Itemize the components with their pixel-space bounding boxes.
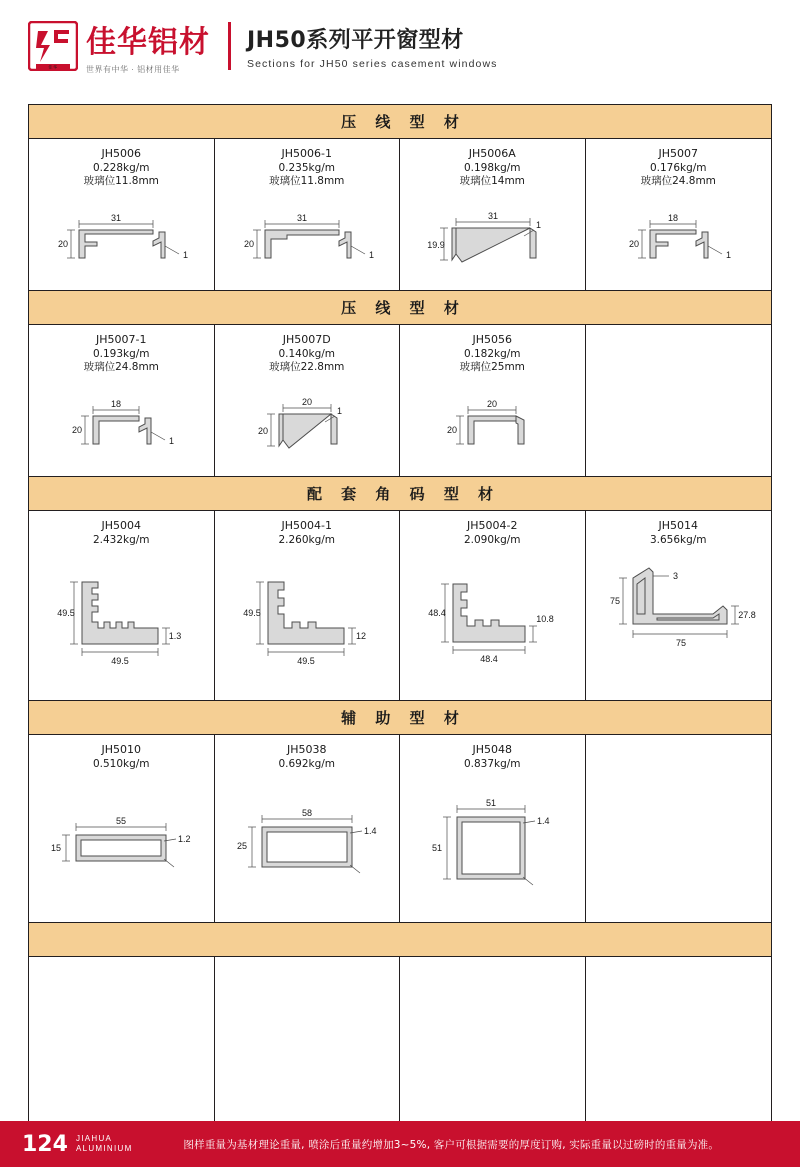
profile-cell-empty: [586, 735, 772, 922]
profile-glass: 玻璃位25mm: [459, 361, 525, 374]
profile-glass: 玻璃位24.8mm: [83, 361, 159, 374]
profile-code: JH5006: [101, 147, 141, 160]
svg-text:1: 1: [368, 249, 374, 260]
profile-figure: [219, 189, 396, 284]
svg-text:20: 20: [301, 396, 312, 407]
profile-cell-jh5006-1[interactable]: [215, 139, 401, 290]
profile-code: JH5004: [101, 519, 141, 532]
profile-weight: 0.193kg/m: [92, 347, 150, 360]
profile-figure: [590, 547, 768, 694]
svg-text:18: 18: [111, 398, 122, 409]
svg-text:20: 20: [72, 424, 83, 435]
profile-figure: [33, 375, 210, 470]
section-band-2: [29, 477, 771, 511]
profile-weight: 3.656kg/m: [649, 533, 707, 546]
profile-cell-jh5038[interactable]: [215, 735, 401, 922]
svg-text:25: 25: [236, 840, 247, 851]
svg-text:18: 18: [668, 212, 679, 223]
profile-glass: 玻璃位14mm: [459, 175, 525, 188]
footer-note: 图样重量为基材理论重量, 喷涂后重量约增加3~5%, 客户可根据需要的厚度订购, 实际重量以过磅时的重量为准。: [183, 1138, 720, 1151]
section-band-0: [29, 105, 771, 139]
profile-weight: 0.510kg/m: [92, 757, 150, 770]
svg-text:1: 1: [536, 219, 542, 230]
profile-figure: [404, 189, 581, 284]
svg-text:1.4: 1.4: [537, 815, 550, 826]
section-title: 压 线 型 材: [341, 299, 466, 317]
profile-cell-jh5006a[interactable]: [400, 139, 586, 290]
footer-brand-name: JIAHUA: [75, 1134, 113, 1143]
table-row: [29, 735, 771, 923]
profile-code: JH5014: [658, 519, 698, 532]
svg-text:20: 20: [257, 425, 268, 436]
section-band-3: [29, 701, 771, 735]
profile-figure: [404, 771, 581, 916]
profile-code: JH5007: [658, 147, 698, 160]
profile-weight: 0.692kg/m: [278, 757, 336, 770]
svg-text:20: 20: [58, 238, 69, 249]
svg-text:1: 1: [726, 249, 732, 260]
profile-figure: [590, 189, 768, 284]
svg-text:1.3: 1.3: [168, 630, 182, 641]
section-band-1: [29, 291, 771, 325]
profile-glass: 玻璃位22.8mm: [269, 361, 345, 374]
brand-logo: [28, 17, 210, 75]
profile-cell-empty: [586, 325, 772, 476]
svg-text:1: 1: [169, 435, 175, 446]
svg-text:49.5: 49.5: [111, 655, 130, 666]
jiahua-logo-icon: [28, 21, 78, 71]
page-subtitle: Sections for JH50 series casement windows: [247, 57, 498, 70]
svg-text:20: 20: [447, 424, 458, 435]
svg-text:75: 75: [610, 595, 621, 606]
profile-cell-jh5004-2[interactable]: [400, 511, 586, 700]
profile-figure: [404, 375, 581, 470]
profile-weight: 0.837kg/m: [463, 757, 521, 770]
profile-cell-jh5007-1[interactable]: [29, 325, 215, 476]
profile-glass: 玻璃位11.8mm: [83, 175, 159, 188]
svg-text:48.4: 48.4: [428, 607, 447, 618]
section-band-empty: [29, 923, 771, 957]
profile-cell-jh5048[interactable]: [400, 735, 586, 922]
svg-text:27.8: 27.8: [738, 609, 757, 620]
profile-glass: 玻璃位24.8mm: [640, 175, 716, 188]
svg-text:10.8: 10.8: [536, 613, 555, 624]
profile-weight: 0.182kg/m: [463, 347, 521, 360]
svg-text:31: 31: [296, 212, 307, 223]
profile-cell-jh5007[interactable]: [586, 139, 772, 290]
profile-figure: [404, 547, 581, 694]
profile-code: JH5006-1: [281, 147, 332, 160]
brand-tagline: 世界有中华 · 铝材用佳华: [86, 65, 180, 74]
profile-weight: 2.432kg/m: [92, 533, 150, 546]
profile-code: JH5038: [286, 743, 327, 756]
svg-text:51: 51: [432, 842, 443, 853]
page-footer: [0, 1121, 800, 1167]
profile-cell-jh5056[interactable]: [400, 325, 586, 476]
svg-text:20: 20: [243, 238, 254, 249]
svg-text:佳华: 佳华: [48, 64, 58, 70]
table-row: [29, 511, 771, 701]
profile-figure: [590, 347, 768, 470]
profile-weight: 0.176kg/m: [649, 161, 707, 174]
svg-text:1: 1: [336, 405, 342, 416]
section-title: 配 套 角 码 型 材: [306, 485, 501, 503]
page-header: [0, 0, 800, 92]
section-title: 压 线 型 材: [341, 113, 466, 131]
svg-text:58: 58: [301, 807, 312, 818]
svg-text:15: 15: [51, 842, 62, 853]
svg-text:12: 12: [355, 630, 366, 641]
profile-cell-jh5007d[interactable]: [215, 325, 401, 476]
svg-text:31: 31: [488, 210, 499, 221]
profile-table: [28, 104, 772, 1157]
svg-text:55: 55: [116, 815, 127, 826]
profile-figure: [219, 547, 396, 694]
profile-glass: 玻璃位11.8mm: [269, 175, 345, 188]
profile-code: JH5048: [472, 743, 512, 756]
profile-figure: [590, 757, 768, 916]
profile-cell-jh5004[interactable]: [29, 511, 215, 700]
profile-weight: 2.260kg/m: [278, 533, 336, 546]
profile-weight: 0.235kg/m: [278, 161, 336, 174]
svg-text:1: 1: [183, 249, 189, 260]
svg-text:20: 20: [487, 398, 498, 409]
page-number: 124: [22, 1131, 68, 1157]
profile-code: JH5056: [472, 333, 512, 346]
section-title: 辅 助 型 材: [341, 709, 466, 727]
profile-code: JH5004-1: [281, 519, 332, 532]
profile-weight: 2.090kg/m: [463, 533, 521, 546]
svg-text:31: 31: [111, 212, 122, 223]
svg-text:1.2: 1.2: [178, 833, 191, 844]
profile-cell-jh5004-1[interactable]: [215, 511, 401, 700]
profile-code: JH5006A: [468, 147, 516, 160]
profile-figure: [219, 375, 396, 470]
svg-text:49.5: 49.5: [296, 655, 315, 666]
svg-text:49.5: 49.5: [242, 607, 261, 618]
profile-code: JH5007D: [282, 333, 331, 346]
svg-text:51: 51: [486, 797, 497, 808]
profile-cell-jh5006[interactable]: [29, 139, 215, 290]
profile-weight: 0.140kg/m: [278, 347, 336, 360]
profile-code: JH5007-1: [96, 333, 147, 346]
brand-name-cn: 佳华铝材: [86, 25, 210, 60]
svg-text:48.4: 48.4: [480, 653, 499, 664]
profile-code: JH5010: [101, 743, 141, 756]
profile-cell-jh5010[interactable]: [29, 735, 215, 922]
table-row: [29, 325, 771, 477]
footer-brand-sub: ALUMINIUM: [75, 1144, 133, 1153]
profile-figure: [33, 771, 210, 916]
profile-code: JH5004-2: [467, 519, 518, 532]
svg-text:1.4: 1.4: [363, 825, 377, 836]
profile-figure: [33, 547, 210, 694]
svg-text:3: 3: [673, 570, 679, 581]
svg-text:19.9: 19.9: [427, 239, 446, 250]
svg-text:20: 20: [629, 238, 640, 249]
page-title: JH50系列平开窗型材: [247, 27, 464, 53]
table-row: [29, 139, 771, 291]
svg-text:75: 75: [676, 637, 687, 648]
svg-text:49.5: 49.5: [57, 607, 76, 618]
profile-cell-jh5014[interactable]: [586, 511, 772, 700]
profile-figure: [219, 771, 396, 916]
profile-figure: [33, 189, 210, 284]
profile-weight: 0.198kg/m: [463, 161, 521, 174]
header-divider: [228, 22, 231, 70]
profile-weight: 0.228kg/m: [92, 161, 150, 174]
